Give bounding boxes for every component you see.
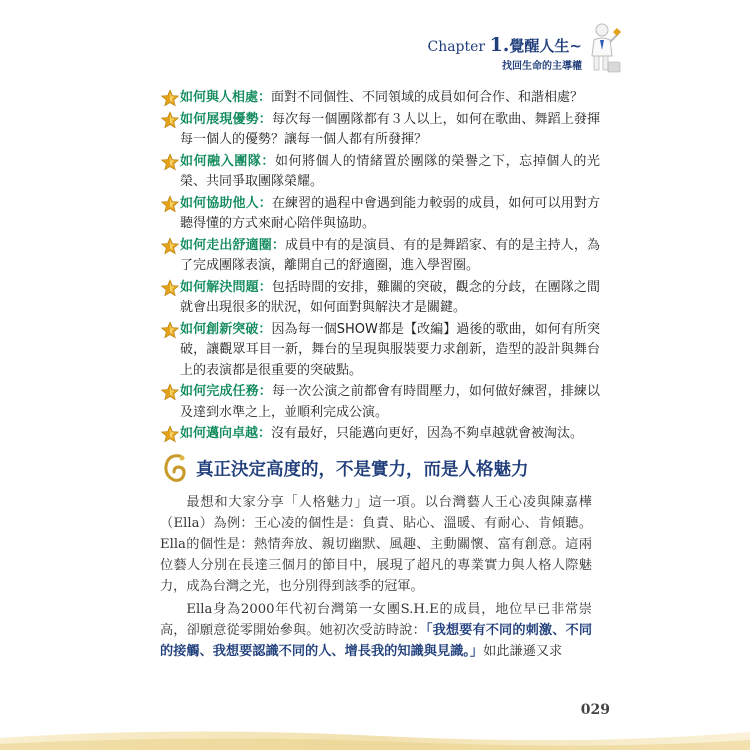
paragraph-1: 最想和大家分享「人格魅力」這一項。以台灣藝人王心凌與陳嘉樺（Ella）為例：王心凌的個性是：負責、貼心、溫暖、有耐心、肯傾聽。Ella的個性是：熱情奔放、親切幽默、風趣、主動關懷、富有創意。這兩位藝人分別在長達三個月的節目中，展現了超凡的專業實力與人格人際魅力，成為台灣之光，也分別得到該季的冠軍。 [160, 495, 592, 594]
bullet-text [180, 236, 600, 277]
bullet-list [160, 88, 600, 446]
page-number: 029 [580, 702, 610, 718]
chapter-line [427, 34, 582, 56]
bullet-description: 如何將個人的情緒置於團隊的榮譽之下，忘掉個人的光榮、共同爭取團隊榮耀。 [180, 153, 600, 189]
section-heading [160, 452, 600, 484]
bullet-item [160, 278, 600, 319]
chapter-title: 覺醒人生~ [509, 37, 582, 55]
bullet-label: 如何創新突破： [180, 321, 272, 337]
ella-quote: 「我想要有不同的刺激、不同的接觸、我想要認識不同的人、增長我的知識與見識。」 [160, 623, 593, 659]
bullet-description: 沒有最好，只能邁向更好，因為不夠卓越就會被淘汰。 [271, 426, 584, 441]
paragraph-2-start: Ella身為2000年代初台灣第一女團S.H.E的成員，地位早已非常崇高，卻願意從零開始參與。她初次受訪時說： [160, 602, 592, 638]
body-text [160, 492, 592, 664]
chapter-subtitle: 找回生命的主導權 [502, 61, 582, 72]
star-icon [160, 194, 180, 214]
bullet-text [180, 382, 600, 423]
bullet-item [160, 88, 600, 109]
star-icon [160, 382, 180, 402]
star-icon [160, 88, 180, 108]
decorative-wave-band [0, 724, 750, 750]
bullet-label: 如何走出舒適圈： [180, 237, 286, 253]
bullet-label: 如何邁向卓越： [180, 426, 272, 441]
bullet-label: 如何完成任務： [180, 384, 272, 399]
bullet-label: 如何融入團隊： [180, 153, 275, 169]
star-icon [160, 152, 180, 172]
bullet-item [160, 194, 600, 235]
star-icon [160, 236, 180, 256]
section-title: 真正決定高度的，不是實力，而是人格魅力 [196, 459, 529, 480]
bullet-description: 包括時間的安排，難關的突破，觀念的分歧，在團隊之間就會出現很多的狀況，如何面對與解決才是關鍵。 [180, 279, 600, 315]
star-icon [160, 424, 180, 444]
bullet-description: 在練習的過程中會遇到能力較弱的成員，如何可以用對方聽得懂的方式來耐心陪伴與協助。 [180, 195, 600, 231]
swirl-ornament-icon [160, 452, 190, 484]
bullet-text [180, 110, 600, 151]
chapter-header [427, 34, 582, 72]
paragraph-2-end: 如此謙遜又求 [483, 644, 563, 659]
bullet-item [160, 110, 600, 151]
chapter-number: 1. [489, 34, 510, 56]
bullet-text [180, 152, 600, 193]
bullet-description: 因為每一個SHOW都是【改編】過後的歌曲，如何有所突破，讓觀眾耳目一新，舞台的呈現與服裝要力求創新，造型的設計與舞台上的表演都是很重要的突破點。 [180, 321, 600, 378]
star-icon [160, 278, 180, 298]
bullet-description: 每次每一個團隊都有３人以上，如何在歌曲、舞蹈上發揮每一個人的優勢？讓每一個人都有所發揮？ [180, 111, 600, 147]
bullet-label: 如何解決問題： [180, 279, 272, 295]
bullet-item [160, 152, 600, 193]
mascot-figure-icon [586, 22, 622, 74]
paragraph-2 [160, 599, 592, 662]
bullet-text [180, 88, 600, 109]
star-icon [160, 320, 180, 340]
bullet-item [160, 320, 600, 382]
bullet-label: 如何展現優勢： [180, 111, 272, 127]
bullet-text [180, 278, 600, 319]
bullet-description: 每一次公演之前都會有時間壓力，如何做好練習，排練以及達到水準之上，並順利完成公演。 [180, 384, 600, 420]
bullet-text [180, 194, 600, 235]
bullet-item [160, 424, 600, 445]
bullet-text [180, 424, 600, 445]
star-icon [160, 110, 180, 130]
bullet-item [160, 382, 600, 423]
bullet-label: 如何協助他人： [180, 195, 272, 211]
bullet-description: 面對不同個性、不同領域的成員如何合作、和諧相處？ [271, 90, 584, 105]
bullet-text [180, 320, 600, 382]
bullet-description: 成員中有的是演員、有的是舞蹈家、有的是主持人，為了完成團隊表演，離開自己的舒適圈，進入學習圈。 [180, 237, 600, 273]
bullet-label: 如何與人相處： [180, 90, 272, 105]
bullet-item [160, 236, 600, 277]
chapter-prefix: Chapter [427, 39, 486, 55]
